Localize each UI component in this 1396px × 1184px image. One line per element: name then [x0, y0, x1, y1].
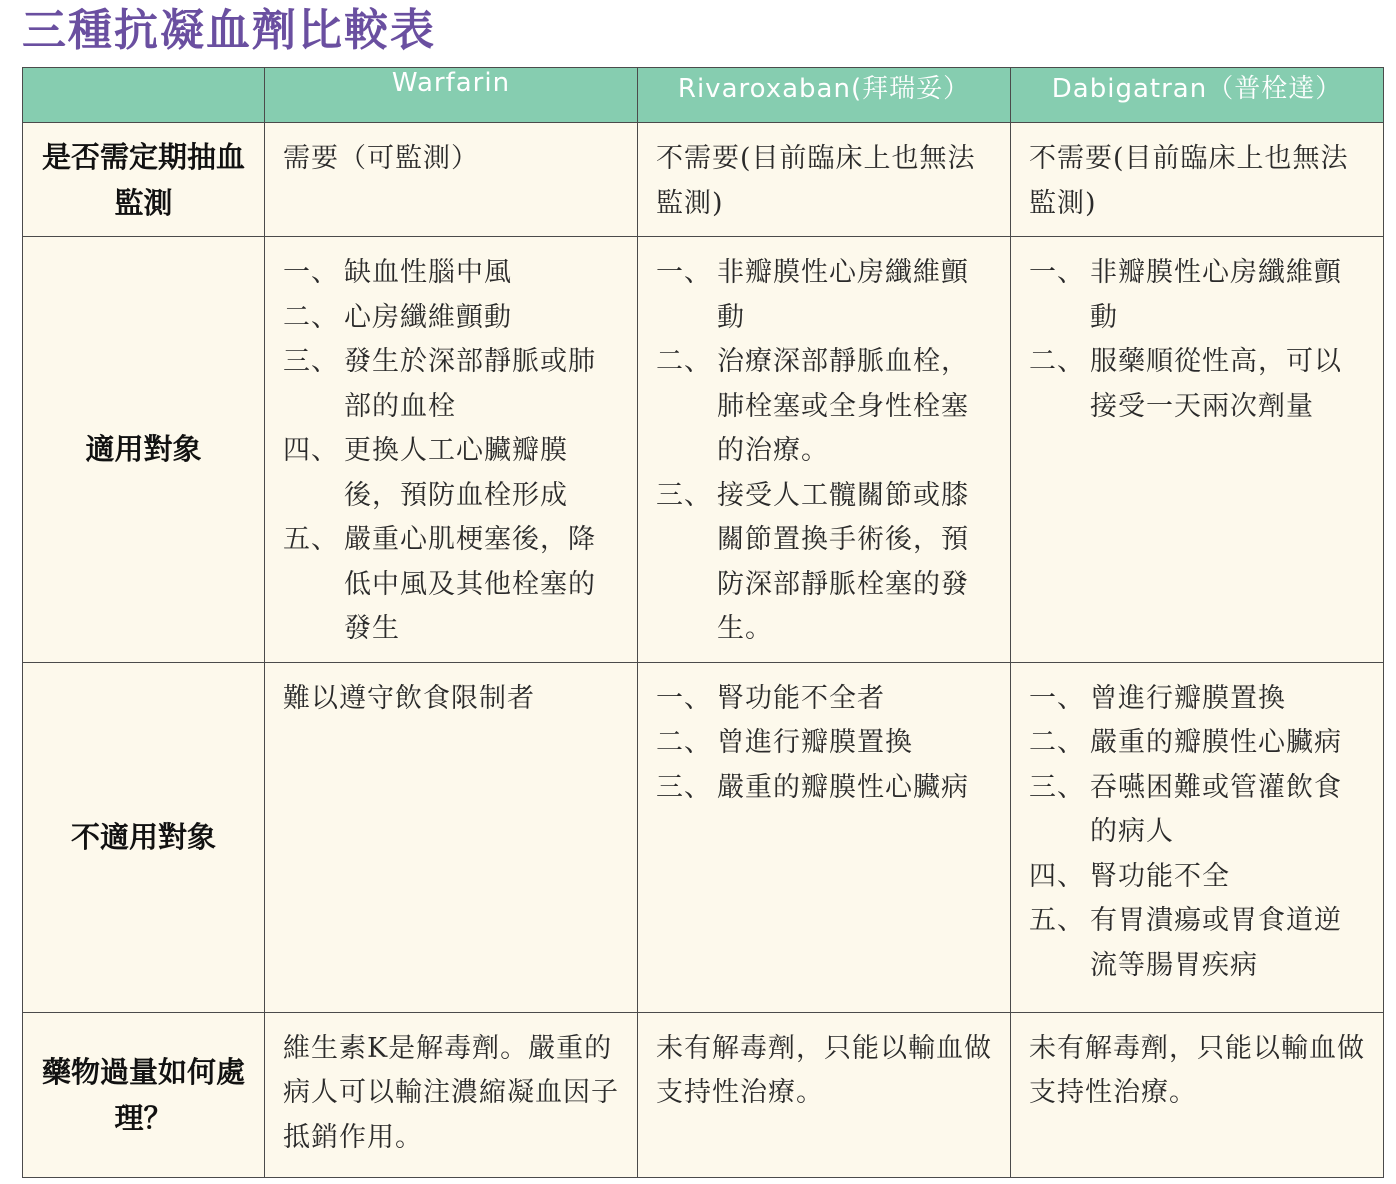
header-warfarin: Warfarin [265, 68, 638, 123]
list-number: 二、 [1029, 346, 1085, 377]
list-text: 發生於深部靜脈或肺部的血栓 [344, 346, 596, 422]
list-item [283, 296, 623, 341]
page-title: 三種抗凝血劑比較表 [22, 5, 436, 56]
list-number: 二、 [1029, 727, 1085, 758]
list-text: 治療深部靜脈血栓，肺栓塞或全身性栓塞的治療。 [717, 346, 969, 466]
list-item [283, 340, 623, 429]
cell-rivaroxaban-overdose: 未有解毒劑，只能以輸血做支持性治療。 [638, 1012, 1011, 1177]
row-indications [23, 237, 1384, 663]
cell-rivaroxaban-contraindications [638, 662, 1011, 1012]
row-label-contraindications: 不適用對象 [23, 662, 265, 1012]
row-label-overdose: 藥物過量如何處理？ [23, 1012, 265, 1177]
list [1029, 251, 1369, 429]
list-item [656, 766, 996, 811]
list [283, 251, 623, 652]
list-text: 接受人工髖關節或膝關節置換手術後，預防深部靜脈栓塞的發生。 [717, 479, 969, 644]
list-number: 一、 [1029, 682, 1085, 714]
list-text: 腎功能不全者 [717, 682, 885, 714]
list-number: 三、 [656, 771, 712, 803]
list-text: 曾進行瓣膜置換 [717, 727, 913, 758]
list-item [656, 251, 996, 340]
list-item [1029, 340, 1369, 429]
list-text: 非瓣膜性心房纖維顫動 [1090, 257, 1342, 333]
row-label-monitoring: 是否需定期抽血監測 [23, 123, 265, 237]
list-item [656, 721, 996, 766]
list-item [283, 518, 623, 652]
header-dabigatran: Dabigatran（普栓達） [1011, 68, 1384, 123]
list-item [656, 474, 996, 652]
list-item [283, 251, 623, 296]
list-text: 服藥順從性高，可以接受一天兩次劑量 [1090, 346, 1342, 422]
list-item [1029, 766, 1369, 855]
list [1029, 677, 1369, 989]
cell-dabigatran-indications [1011, 237, 1384, 663]
list-number: 五、 [283, 524, 339, 555]
row-contraindications [23, 662, 1384, 1012]
list-number: 一、 [1029, 257, 1085, 288]
cell-warfarin-indications [265, 237, 638, 663]
list-text: 心房纖維顫動 [344, 301, 512, 333]
comparison-table [22, 67, 1384, 1178]
list-item [1029, 251, 1369, 340]
list-number: 三、 [283, 346, 339, 377]
list-text: 更換人工心臟瓣膜後，預防血栓形成 [344, 435, 568, 511]
list-text: 缺血性腦中風 [344, 257, 512, 288]
cell-warfarin-overdose: 維生素K是解毒劑。嚴重的病人可以輸注濃縮凝血因子抵銷作用。 [265, 1012, 638, 1177]
list-text: 嚴重的瓣膜性心臟病 [1090, 727, 1342, 758]
list-item [1029, 721, 1369, 766]
list-item [1029, 899, 1369, 988]
row-label-indications: 適用對象 [23, 237, 265, 663]
list [656, 677, 996, 811]
list-item [656, 677, 996, 722]
list-item [656, 340, 996, 474]
list-number: 四、 [1029, 860, 1085, 892]
header-rivaroxaban: Rivaroxaban(拜瑞妥） [638, 68, 1011, 123]
list [656, 251, 996, 652]
cell-warfarin-contraindications: 難以遵守飲食限制者 [265, 662, 638, 1012]
list-number: 二、 [656, 346, 712, 377]
list-text: 嚴重的瓣膜性心臟病 [717, 771, 969, 803]
list-number: 一、 [656, 682, 712, 714]
cell-rivaroxaban-indications [638, 237, 1011, 663]
list-number: 二、 [283, 301, 339, 333]
list-text: 嚴重心肌梗塞後，降低中風及其他栓塞的發生 [344, 524, 596, 644]
list-number: 三、 [1029, 771, 1085, 803]
cell-warfarin-monitoring: 需要（可監測） [265, 123, 638, 237]
list-item [1029, 677, 1369, 722]
list-text: 有胃潰瘍或胃食道逆流等腸胃疾病 [1090, 905, 1342, 981]
header-corner [23, 68, 265, 123]
list-number: 五、 [1029, 905, 1085, 936]
row-monitoring [23, 123, 1384, 237]
list-text: 曾進行瓣膜置換 [1090, 682, 1286, 714]
list-number: 三、 [656, 479, 712, 511]
cell-rivaroxaban-monitoring: 不需要(目前臨床上也無法監測) [638, 123, 1011, 237]
cell-dabigatran-overdose: 未有解毒劑，只能以輸血做支持性治療。 [1011, 1012, 1384, 1177]
list-number: 二、 [656, 727, 712, 758]
list-item [1029, 855, 1369, 900]
list-number: 一、 [283, 257, 339, 288]
list-number: 四、 [283, 435, 339, 466]
list-item [283, 429, 623, 518]
list-number: 一、 [656, 257, 712, 288]
header-row [23, 68, 1384, 123]
cell-dabigatran-contraindications [1011, 662, 1384, 1012]
list-text: 吞嚥困難或管灌飲食的病人 [1090, 771, 1342, 847]
list-text: 非瓣膜性心房纖維顫動 [717, 257, 969, 333]
list-text: 腎功能不全 [1090, 860, 1230, 892]
cell-dabigatran-monitoring: 不需要(目前臨床上也無法監測) [1011, 123, 1384, 237]
row-overdose [23, 1012, 1384, 1177]
